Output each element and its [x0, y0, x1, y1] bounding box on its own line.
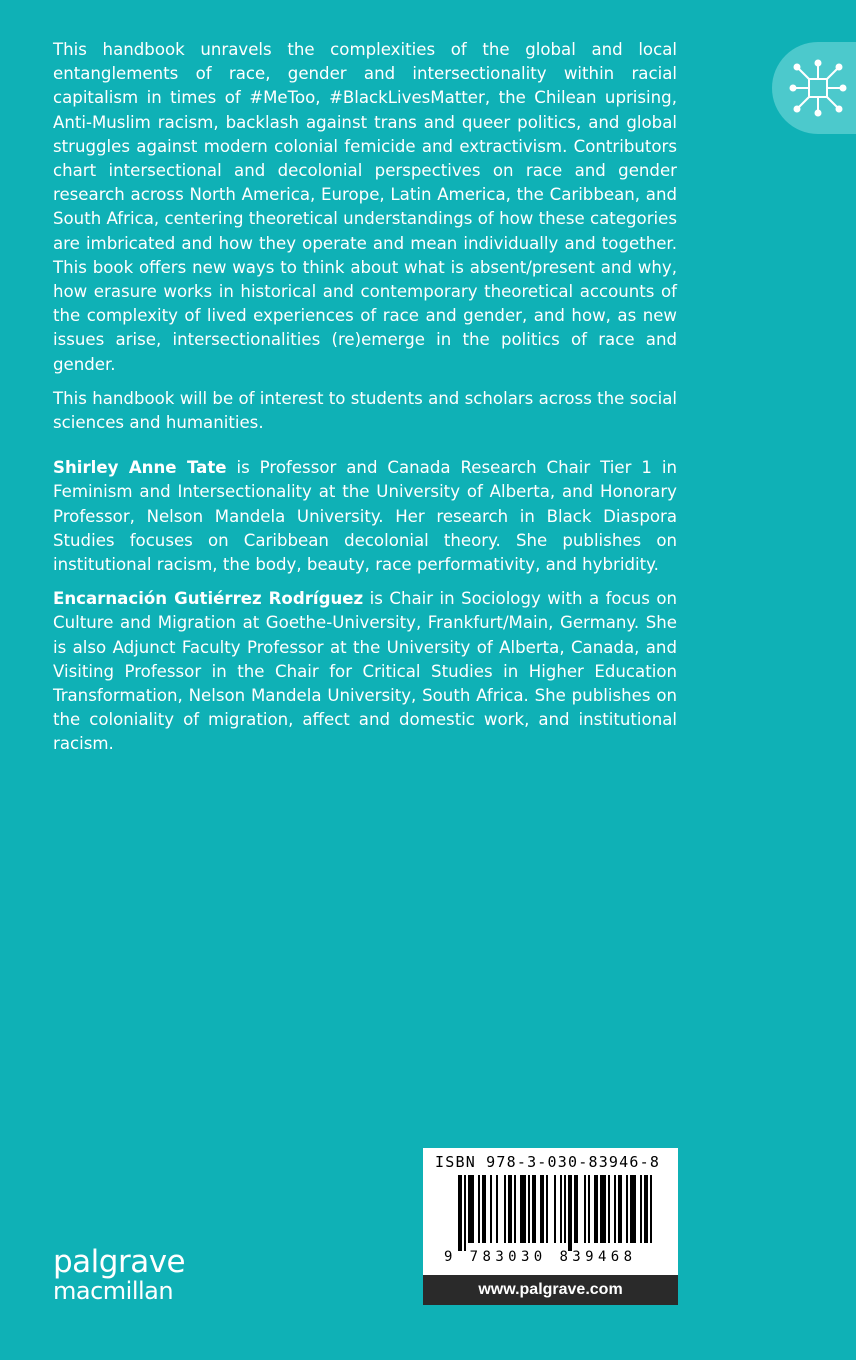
- barcode-bar: [514, 1175, 516, 1243]
- barcode-bar: [546, 1175, 548, 1243]
- barcode-bar: [560, 1175, 562, 1243]
- description-paragraph-1: This handbook unravels the complexities of the global and local entanglements of race, gender and intersectionality within racial capitalism in times of #MeToo, #BlackLivesMatter, the Chilean uprising, Anti-Muslim racism, backlash against trans and queer politics, and global struggles against modern colonial femicide and extractivism. Contributors chart intersectional and decolonial perspectives on race and gender research across North America, Europe, Latin America, the Caribbean, and South Africa, centering theoretical understandings of how these categories are imbricated and how they operate and mean individually and together. This book offers new ways to think about what is absent/present and why, how erasure works in historical and contemporary theoretical accounts of the complexity of lived experiences of race and gender, and how, as new issues arise, intersectionalities (re)emerge in the politics of race and gender.: [53, 40, 677, 374]
- barcode-bar: [478, 1175, 480, 1243]
- barcode-bar: [532, 1175, 536, 1243]
- barcode-digits: 9 783030 839468: [444, 1249, 637, 1265]
- isbn-label: ISBN 978-3-030-83946-8: [435, 1153, 661, 1171]
- barcode-bar: [640, 1175, 642, 1243]
- barcode-bar: [528, 1175, 530, 1243]
- back-cover-text: [53, 38, 677, 767]
- barcode-bar: [614, 1175, 616, 1243]
- barcode-bar: [458, 1175, 462, 1251]
- barcode-bar: [468, 1175, 474, 1243]
- author-name-1: Shirley Anne Tate: [53, 458, 227, 478]
- barcode-bar: [508, 1175, 512, 1243]
- barcode-bar: [630, 1175, 636, 1243]
- barcode-bar: [554, 1175, 556, 1243]
- barcode-bar: [464, 1175, 466, 1251]
- isbn-barcode: [423, 1148, 678, 1275]
- barcode-bar: [644, 1175, 648, 1243]
- author-name-2: Encarnación Gutiérrez Rodríguez: [53, 589, 364, 609]
- barcode-bar: [520, 1175, 526, 1243]
- barcode-bar: [574, 1175, 578, 1243]
- network-node-icon: [788, 58, 848, 118]
- barcode-bar: [564, 1175, 566, 1243]
- barcode-bar: [608, 1175, 610, 1243]
- barcode-bar: [496, 1175, 498, 1243]
- barcode-bar: [504, 1175, 506, 1243]
- publisher-logo: [53, 1244, 186, 1305]
- barcode-bar: [490, 1175, 492, 1243]
- author-bio-2: [53, 587, 677, 756]
- description-paragraph-2: This handbook will be of interest to students and scholars across the social sciences and humanities.: [53, 388, 677, 433]
- author-bio-text-2: is Chair in Sociology with a focus on Culture and Migration at Goethe-University, Frankfurt/Main, Germany. She is also Adjunct Faculty Professor at the University of Alberta, Canada, and Visiting Professor in the Chair for Critical Studies in Higher Education Transformation, Nelson Mandela University, South Africa. She publishes on the coloniality of migration, affect and domestic work, and institutional racism.: [53, 589, 677, 754]
- barcode-bars: [423, 1175, 678, 1253]
- author-bio-text-1: is Professor and Canada Research Chair Tier 1 in Feminism and Intersectionality at the University of Alberta, and Honorary Professor, Nelson Mandela University. Her research in Black Diaspora Studies focuses on Caribbean decolonial theory. She publishes on institutional racism, the body, beauty, race performativity, and hybridity.: [53, 458, 677, 575]
- barcode-bar: [618, 1175, 622, 1243]
- barcode-bar: [594, 1175, 598, 1243]
- barcode-bar: [540, 1175, 544, 1243]
- barcode-bar: [588, 1175, 590, 1243]
- publisher-line-2: macmillan: [53, 1277, 174, 1305]
- publisher-website: www.palgrave.com: [423, 1275, 678, 1305]
- barcode-bar: [584, 1175, 586, 1243]
- series-badge: [772, 42, 856, 134]
- barcode-bar: [650, 1175, 652, 1243]
- author-bio-1: [53, 456, 677, 577]
- barcode-bar: [600, 1175, 606, 1243]
- barcode-bar: [568, 1175, 572, 1251]
- barcode-bar: [626, 1175, 628, 1243]
- publisher-line-1: palgrave: [53, 1244, 186, 1280]
- barcode-bar: [482, 1175, 486, 1243]
